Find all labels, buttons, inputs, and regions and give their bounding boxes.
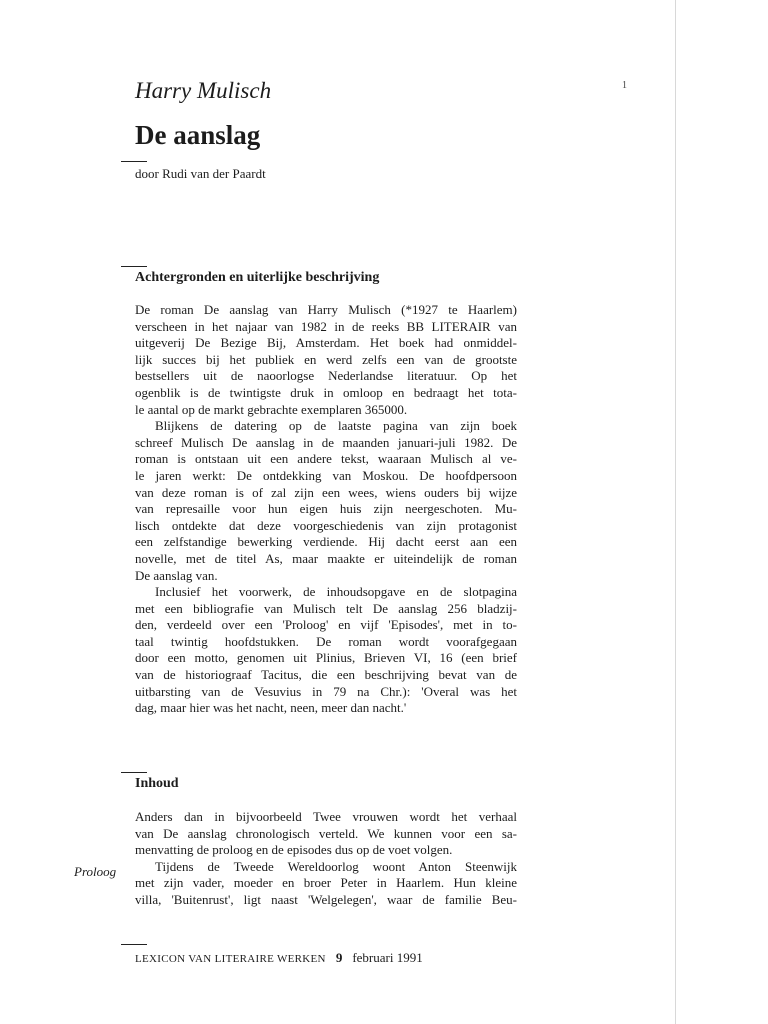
text-line: De aanslag van.	[135, 567, 218, 583]
page-edge-line	[675, 0, 676, 1024]
text-line: taal twintig hoofdstukken. De roman wordt voorafgegaan	[135, 633, 517, 649]
footer-issue-number: 9	[335, 950, 343, 965]
text-line: lijk succes bij het publiek en werd zelfs een van de grootste	[135, 351, 517, 367]
text-line: van de historiograaf Tacitus, die een beschrijving bevat van de	[135, 667, 517, 683]
text-line: Blijkens de datering op de laatste pagina van zijn boek	[155, 418, 517, 434]
text-line: van deze roman is of zal zijn een wees, wiens ouders bij wijze	[135, 484, 517, 500]
text-line: uitbarsting van de Vesuvius in 79 na Chr.): 'Overal was het	[135, 683, 517, 699]
margin-label-proloog: Proloog	[74, 864, 117, 879]
text-line: ogenblik is de twintigste druk in omloop en bedraagt het tota-	[135, 384, 517, 400]
author-name: Harry Mulisch	[135, 78, 272, 103]
text-line: bestsellers uit de naoorlogse Nederlandse literatuur. Op het	[135, 368, 517, 384]
text-line: novelle, met de titel As, maar maakte er uiteindelijk de roman	[135, 550, 517, 566]
footer-date: februari 1991	[352, 950, 423, 965]
text-line: le jaren werkt: De ontdekking van Moskou. De hoofdpersoon	[135, 467, 517, 483]
footer-publication: LEXICON VAN LITERAIRE WERKEN	[135, 953, 326, 965]
text-line: De roman De aanslag van Harry Mulisch (*1927 te Haarlem)	[135, 302, 517, 317]
text-line: verscheen in het najaar van 1982 in de reeks BB LITERAIR van	[135, 318, 517, 334]
title-dash	[121, 161, 147, 162]
text-line: le aantal op de markt gebrachte exemplaren 365000.	[135, 401, 408, 417]
section2-dash	[121, 772, 147, 773]
text-line: met een bibliografie van Mulisch telt De aanslag 256 bladzij-	[135, 600, 517, 616]
text-line: lisch ontdekte dat deze voorgeschiedenis van zijn protagonist	[135, 517, 517, 533]
text-line: van represaille voor hun eigen huis zijn neergeschoten. Mu-	[135, 501, 517, 517]
page-marker: 1	[622, 80, 627, 91]
text-line: Tijdens de Tweede Wereldoorlog woont Anton Steenwijk	[155, 858, 517, 874]
text-line: uitgeverij De Bezige Bij, Amsterdam. Het boek had onmiddel-	[135, 335, 517, 351]
section-heading-background: Achtergronden en uiterlijke beschrijving	[135, 270, 380, 285]
footer	[135, 950, 423, 966]
text-line: menvatting de proloog en de episodes dus op de voet volgen.	[135, 842, 453, 858]
text-line: door een motto, genomen uit Plinius, Brieven VI, 16 (een brief	[135, 650, 517, 666]
section-heading-contents: Inhoud	[135, 776, 179, 791]
text-line: den, verdeeld over een 'Proloog' en vijf 'Episodes', met in to-	[135, 617, 517, 633]
byline: door Rudi van der Paardt	[135, 166, 266, 181]
work-title: De aanslag	[135, 120, 261, 150]
text-line: met zijn vader, moeder en broer Peter in Haarlem. Hun kleine	[135, 875, 517, 891]
text-line: Inclusief het voorwerk, de inhoudsopgave en de slotpagina	[155, 584, 517, 600]
text-line: een zelfstandige bewerking verdiende. Hij dacht eerst aan een	[135, 534, 517, 550]
section2-body	[135, 809, 517, 909]
text-line: dag, maar hier was het nacht, neen, meer dan nacht.'	[135, 700, 407, 716]
text-line: Anders dan in bijvoorbeeld Twee vrouwen wordt het verhaal	[135, 809, 517, 824]
text-line: schreef Mulisch De aanslag in de maanden januari-juli 1982. De	[135, 434, 517, 450]
section1-body	[135, 302, 517, 717]
section1-dash	[121, 266, 147, 267]
text-line: villa, 'Buitenrust', ligt naast 'Welgelegen', waar de familie Beu-	[135, 891, 517, 907]
footer-dash	[121, 944, 147, 945]
text-line: roman is ontstaan uit een andere tekst, waaraan Mulisch al ve-	[135, 451, 517, 467]
text-line: van De aanslag chronologisch verteld. We kunnen voor een sa-	[135, 825, 517, 841]
